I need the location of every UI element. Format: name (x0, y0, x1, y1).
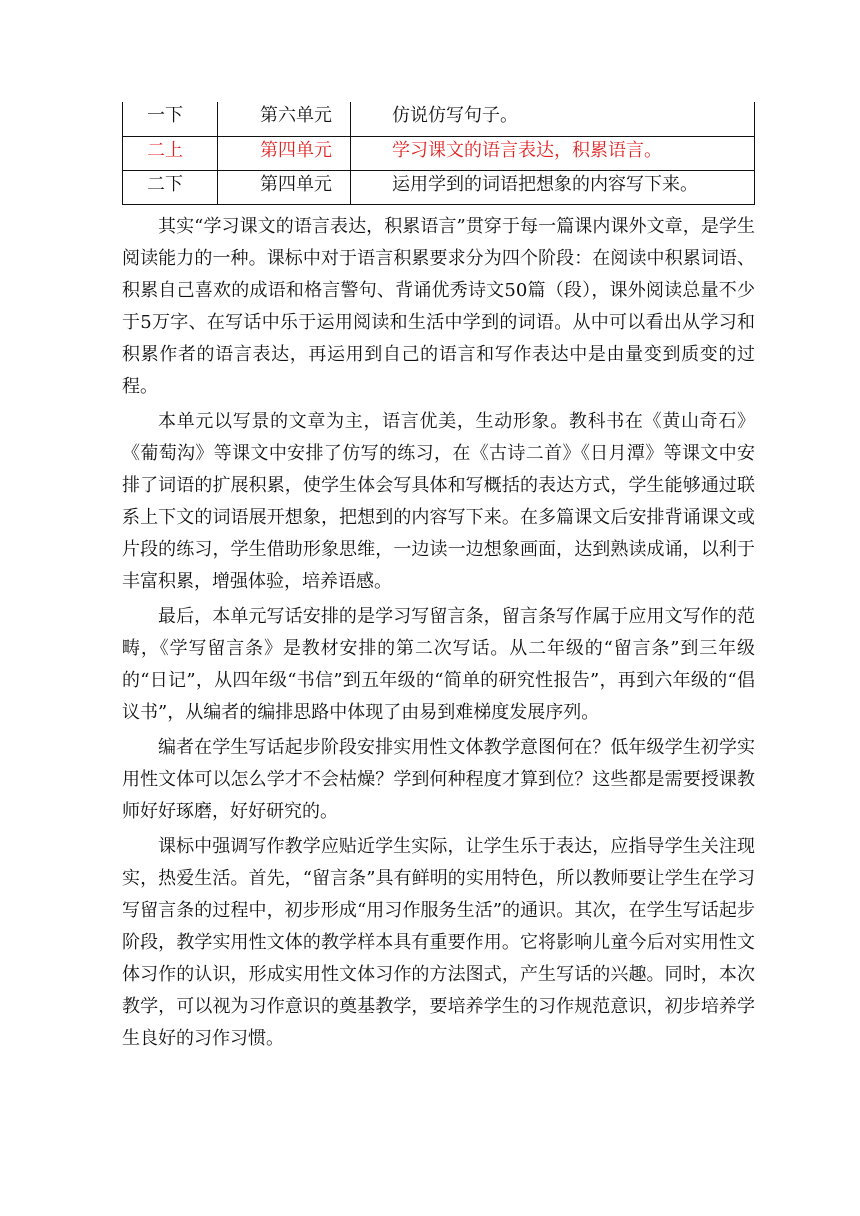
paragraph: 最后，本单元写话安排的是学习写留言条，留言条写作属于应用文写作的范畴，《学写留言条》是教材安排的第二次写话。从二年级的“留言条”到三年级的“日记”，从四年级“书信”到五年级的“简单的研究性报告”，再到六年级的“倡议书”，从编者的编排思路中体现了由易到难梯度发展序列。 (122, 606, 755, 723)
unit-goals-table (122, 102, 755, 205)
grade-cell: 二下 (123, 170, 218, 204)
body-text (122, 211, 755, 1058)
unit-cell: 第六单元 (218, 102, 351, 136)
grade-cell: 二上 (123, 136, 218, 170)
goal-cell: 学习课文的语言表达，积累语言。 (351, 136, 755, 170)
paragraph: 课标中强调写作教学应贴近学生实际，让学生乐于表达，应指导学生关注现实，热爱生活。首先，“留言条”具有鲜明的实用特色，所以教师要让学生在学习写留言条的过程中，初步形成“用习作服务生活”的通识。其次，在学生写话起步阶段，教学实用性文体的教学样本具有重要作用。它将影响儿童今后对实用性文体习作的认识，形成实用性文体习作的方法图式，产生写话的兴趣。同时，本次教学，可以视为习作意识的奠基教学，要培养学生的习作规范意识，初步培养学生良好的习作习惯。 (122, 836, 755, 1049)
unit-cell: 第四单元 (218, 136, 351, 170)
unit-cell: 第四单元 (218, 170, 351, 204)
paragraph: 本单元以写景的文章为主，语言优美，生动形象。教科书在《黄山奇石》《葡萄沟》等课文中安排了仿写的练习，在《古诗二首》《日月潭》等课文中安排了词语的扩展积累，使学生体会写具体和写概括的表达方式，学生能够通过联系上下文的词语展开想象，把想到的内容写下来。在多篇课文后安排背诵课文或片段的练习，学生借助形象思维，一边读一边想象画面，达到熟读成诵，以利于丰富积累，增强体验，培养语感。 (122, 411, 755, 592)
goal-cell: 运用学到的词语把想象的内容写下来。 (351, 170, 755, 204)
goal-cell: 仿说仿写句子。 (351, 102, 755, 136)
grade-cell: 一下 (123, 102, 218, 136)
paragraph: 编者在学生写话起步阶段安排实用性文体教学意图何在？低年级学生初学实用性文体可以怎么学才不会枯燥？学到何种程度才算到位？这些都是需要授课教师好好琢磨，好好研究的。 (122, 737, 755, 822)
table-row (123, 170, 755, 204)
paragraph: 其实“学习课文的语言表达，积累语言”贯穿于每一篇课内课外文章，是学生阅读能力的一种。课标中对于语言积累要求分为四个阶段：在阅读中积累词语、积累自己喜欢的成语和格言警句、背诵优秀诗文50篇（段），课外阅读总量不少于5万字、在写话中乐于运用阅读和生活中学到的词语。从中可以看出从学习和积累作者的语言表达，再运用到自己的语言和写作表达中是由量变到质变的过程。 (122, 216, 755, 397)
table-row (123, 102, 755, 136)
table-row-highlighted (123, 136, 755, 170)
